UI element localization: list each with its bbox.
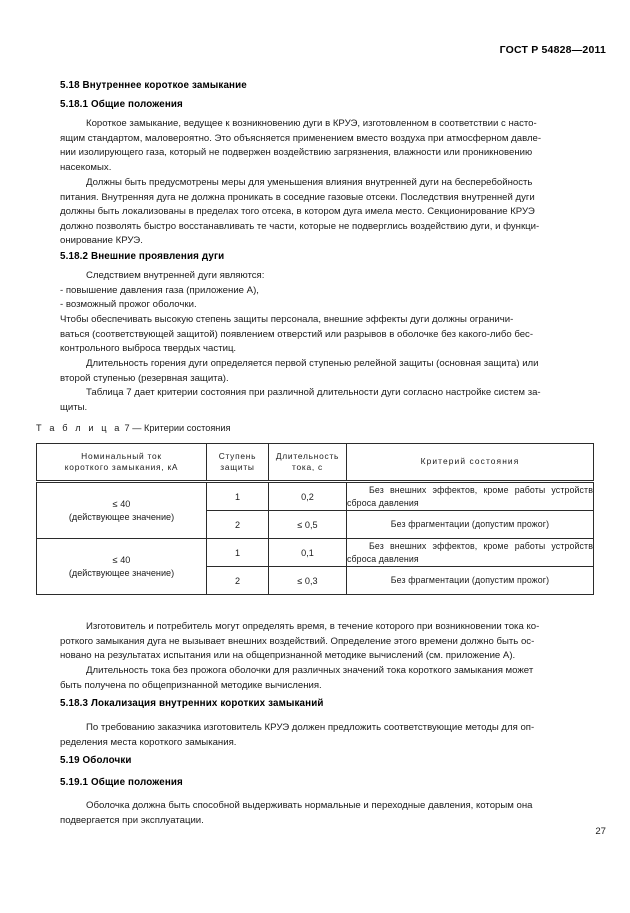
heading-5-19: 5.19 Оболочки: [60, 755, 132, 766]
paragraph-4-line-1: Чтобы обеспечивать высокую степень защиты персонала, внешние эффекты дуги должны ограничи-: [60, 314, 514, 325]
paragraph-6-line-2: щиты.: [60, 401, 88, 413]
paragraph-4-line-3: контрольного выброса твердых частиц.: [60, 343, 237, 355]
paragraph-2-line-1: Должны быть предусмотрены меры для уменьшения влияния внутренней дуги на бесперебойность: [86, 177, 533, 188]
column-header-protection-step: [207, 444, 269, 482]
cell-time-g1-r1: 0,2: [269, 482, 347, 511]
section-5-18-2-block: [60, 251, 579, 262]
list-item-pressure-rise: - повышение давления газа (приложение А),: [60, 284, 259, 296]
heading-5-18-3: 5.18.3 Локализация внутренних коротких замыканий: [60, 698, 324, 709]
cell-time-g2-r1: 0,1: [269, 539, 347, 567]
paragraph-1-line-3: нии изолирующего газа, который не подвержен воздействию загрязнения, влажности или проникновению: [60, 147, 533, 159]
paragraph-7-line-1: Изготовитель и потребитель могут определять время, в течение которого при возникновении тока ко-: [86, 621, 540, 632]
paragraph-1: [60, 117, 579, 175]
paragraph-2-line-5: онирование КРУЭ.: [60, 235, 143, 247]
column-header-protection-step-line-1: Ступень: [218, 450, 257, 461]
heading-5-18: 5.18 Внутреннее короткое замыкание: [60, 80, 247, 91]
paragraph-4: [60, 313, 579, 357]
paragraph-2: [60, 176, 579, 249]
table-row: [37, 482, 594, 511]
table-row: [37, 539, 594, 567]
heading-5-18-1: 5.18.1 Общие положения: [60, 99, 183, 110]
heading-5-18-2: 5.18.2 Внешние проявления дуги: [60, 251, 225, 262]
paragraph-8-line-1: Длительность тока без прожога оболочки для различных значений тока короткого замыкания может: [86, 665, 534, 676]
table-7-state-criteria: [36, 443, 594, 595]
rated-current-value-group-1: ≤ 40: [112, 498, 131, 509]
cell-rated-current-group-1: [37, 482, 207, 539]
cell-time-g1-r2: ≤ 0,5: [269, 511, 347, 539]
paragraph-1-line-2: ящим стандартом, маловероятно. Это объясняется применением вместо воздуха при атмосферном давле-: [60, 132, 542, 144]
paragraph-3-line-1: Следствием внутренней дуги являются:: [86, 270, 265, 281]
paragraph-8-line-2: быть получена по общепризнанной методике вычисления.: [60, 679, 322, 691]
section-5-19-1-block: [60, 777, 579, 788]
paragraph-3-consequences: [60, 269, 579, 313]
cell-criterion-g1-r1: [347, 482, 594, 511]
column-header-current-duration-line-2: тока, с: [292, 462, 323, 472]
paragraph-5: [60, 357, 579, 386]
paragraph-10-line-2: подвергается при эксплуатации.: [60, 814, 204, 826]
running-header-standard-number: ГОСТ Р 54828—2011: [499, 44, 606, 56]
cell-criterion-g1-r2: Без фрагментации (допустим прожог): [347, 511, 594, 539]
section-5-18-3-block: [60, 698, 579, 709]
paragraph-5-line-2: второй ступенью (резервная защита).: [60, 372, 229, 384]
paragraph-5-line-1: Длительность горения дуги определяется первой ступенью релейной защиты (основная защита) или: [86, 358, 539, 369]
section-5-18-block: [60, 80, 579, 91]
paragraph-1-line-1: Короткое замыкание, ведущее к возникновению дуги в КРУЭ, изготовленном в соответствии с насто-: [86, 118, 537, 129]
criterion-text-g2-r1: Без внешних эффектов, кроме работы устройств сброса давления: [347, 541, 593, 564]
table-header-row: [37, 444, 594, 482]
cell-time-g2-r2: ≤ 0,3: [269, 567, 347, 595]
paragraph-1-line-4: насекомых.: [60, 161, 112, 173]
paragraph-7: [60, 620, 579, 664]
paragraph-4-line-2: ваться (соответствующей защитой) появлением отверстий или разрывов в оболочке без какого-либо бес-: [60, 328, 534, 340]
column-header-rated-current: [37, 444, 207, 482]
page-number: 27: [595, 826, 606, 837]
column-header-protection-step-line-2: защиты: [220, 462, 255, 472]
column-header-current-duration-line-1: Длительность: [275, 450, 340, 461]
section-5-19-block: [60, 755, 579, 766]
table-caption-label: Т а б л и ц а: [36, 423, 122, 433]
column-header-rated-current-line-2: короткого замыкания, кА: [64, 462, 179, 472]
paragraph-8: [60, 664, 579, 693]
rated-current-value-group-2: ≤ 40: [112, 554, 131, 565]
table-caption-dash: —: [132, 423, 142, 433]
paragraph-7-line-2: роткого замыкания дуга не вызывает внешних воздействий. Определение этого времени должно быть ос-: [60, 635, 535, 647]
rated-current-note-group-1: (действующее значение): [68, 511, 175, 522]
paragraph-2-line-2: питания. Внутренняя дуга не должна проникать в соседние газовые отсеки. Последствия внутренней дуги: [60, 191, 535, 203]
section-5-18-1-block: [60, 99, 579, 110]
table-caption-title: Критерии состояния: [143, 423, 231, 433]
paragraph-7-line-3: новано на результатах испытания или на общепризнанной методике вычислений (см. приложение А).: [60, 650, 516, 662]
paragraph-2-line-4: должно позволять быстро восстанавливать те части, которые не подверглись воздействию дуги, и функци-: [60, 220, 540, 232]
cell-step-g2-r1: 1: [207, 539, 269, 567]
column-header-state-criterion: Критерий состояния: [347, 444, 594, 482]
paragraph-2-line-3: должны быть локализованы в пределах того отсека, в котором дуга имела место. Секционирование КРУЭ: [60, 206, 535, 218]
cell-criterion-g2-r1: [347, 539, 594, 567]
paragraph-6-line-1: Таблица 7 дает критерии состояния при различной длительности дуги согласно настройке систем за-: [86, 387, 541, 398]
paragraph-9-line-1: По требованию заказчика изготовитель КРУЭ должен предложить соответствующие методы для оп-: [86, 722, 535, 733]
paragraph-10: [60, 799, 579, 828]
rated-current-note-group-2: (действующее значение): [68, 567, 175, 578]
criterion-text-g1-r1: Без внешних эффектов, кроме работы устройств сброса давления: [347, 485, 593, 508]
heading-5-19-1: 5.19.1 Общие положения: [60, 777, 183, 788]
column-header-rated-current-line-1: Номинальный ток: [81, 450, 162, 461]
cell-step-g1-r2: 2: [207, 511, 269, 539]
table-caption: [36, 423, 230, 433]
paragraph-6: [60, 386, 579, 415]
list-item-burn-through: - возможный прожог оболочки.: [60, 299, 197, 311]
table-caption-number: 7: [124, 423, 130, 433]
paragraph-10-line-1: Оболочка должна быть способной выдерживать нормальные и переходные давления, которым она: [86, 800, 533, 811]
paragraph-9: [60, 721, 579, 750]
column-header-current-duration: [269, 444, 347, 482]
cell-step-g2-r2: 2: [207, 567, 269, 595]
cell-rated-current-group-2: [37, 539, 207, 595]
cell-step-g1-r1: 1: [207, 482, 269, 511]
paragraph-9-line-2: ределения места короткого замыкания.: [60, 736, 237, 748]
cell-criterion-g2-r2: Без фрагментации (допустим прожог): [347, 567, 594, 595]
